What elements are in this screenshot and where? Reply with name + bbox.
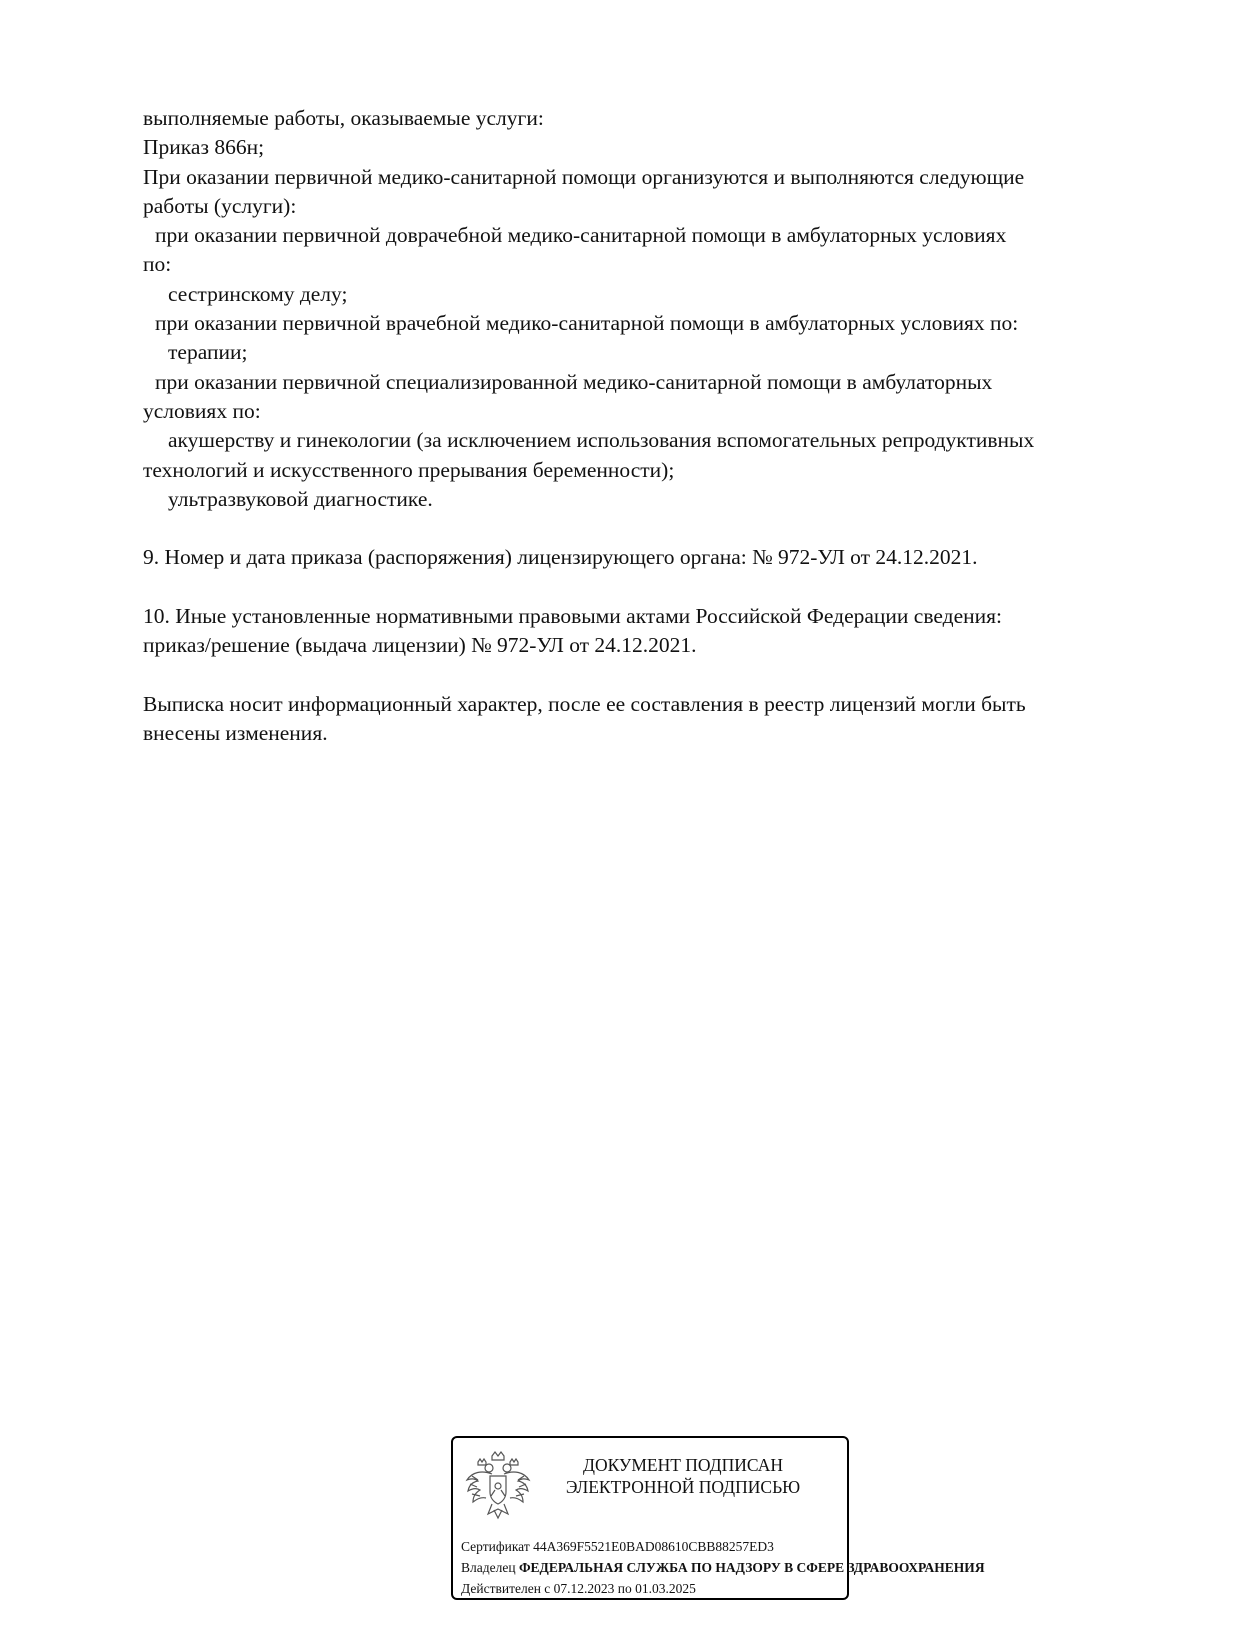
certificate-label: Сертификат [461,1539,530,1554]
validity-row: Действителен с 07.12.2023 по 01.03.2025 [461,1581,696,1596]
owner-label: Владелец [461,1560,516,1575]
item-9: 9. Номер и дата приказа (распоряжения) лицензирующего органа: № 972-УЛ от 24.12.2021. [143,545,978,570]
text-line: при оказании первичной доврачебной медико-санитарной помощи в амбулаторных условиях [155,223,1007,248]
paragraph-gap [143,573,1153,602]
paragraph-gap [143,514,1153,543]
stamp-details [461,1536,985,1599]
notice-line-1: Выписка носит информационный характер, после ее составления в реестр лицензий могли быть [143,691,1026,716]
service-item: сестринскому делу; [168,281,348,306]
text-line: технологий и искусственного прерывания беременности); [143,457,675,482]
notice-line-2: внесены изменения. [143,721,328,746]
text-line: по: [143,252,172,277]
text-line: При оказании первичной медико-санитарной помощи организуются и выполняются следующие [143,164,1025,189]
order-reference: Приказ 866н; [143,135,265,160]
certificate-row [461,1536,985,1557]
services-heading: выполняемые работы, оказываемые услуги: [143,106,544,130]
document-body [143,104,1153,749]
text-line: работы (услуги): [143,193,297,218]
service-item: акушерству и гинекологии (за исключением использования вспомогательных репродуктивных [168,428,1035,453]
text-line: при оказании первичной врачебной медико-санитарной помощи в амбулаторных условиях по: [155,311,1019,336]
stamp-title [548,1454,818,1498]
certificate-value: 44A369F5521E0BAD08610CBB88257ED3 [533,1539,774,1554]
owner-value: ФЕДЕРАЛЬНАЯ СЛУЖБА ПО НАДЗОРУ В СФЕРЕ ЗДРАВООХРАНЕНИЯ [518,1560,985,1575]
item-10-line-2: приказ/решение (выдача лицензии) № 972-УЛ от 24.12.2021. [143,633,697,658]
text-line: условиях по: [143,398,261,423]
stamp-title-line-1: ДОКУМЕНТ ПОДПИСАН [583,1455,783,1475]
paragraph-gap [143,661,1153,690]
owner-row [461,1557,985,1578]
electronic-signature-stamp [451,1436,985,1600]
text-line: при оказании первичной специализированной медико-санитарной помощи в амбулаторных [155,369,993,394]
service-item: ультразвуковой диагностике. [168,486,433,511]
russian-coat-of-arms-icon [464,1448,532,1522]
service-item: терапии; [168,340,248,365]
stamp-title-line-2: ЭЛЕКТРОННОЙ ПОДПИСЬЮ [565,1477,801,1497]
item-10-line-1: 10. Иные установленные нормативными правовыми актами Российской Федерации сведения: [143,604,1002,629]
